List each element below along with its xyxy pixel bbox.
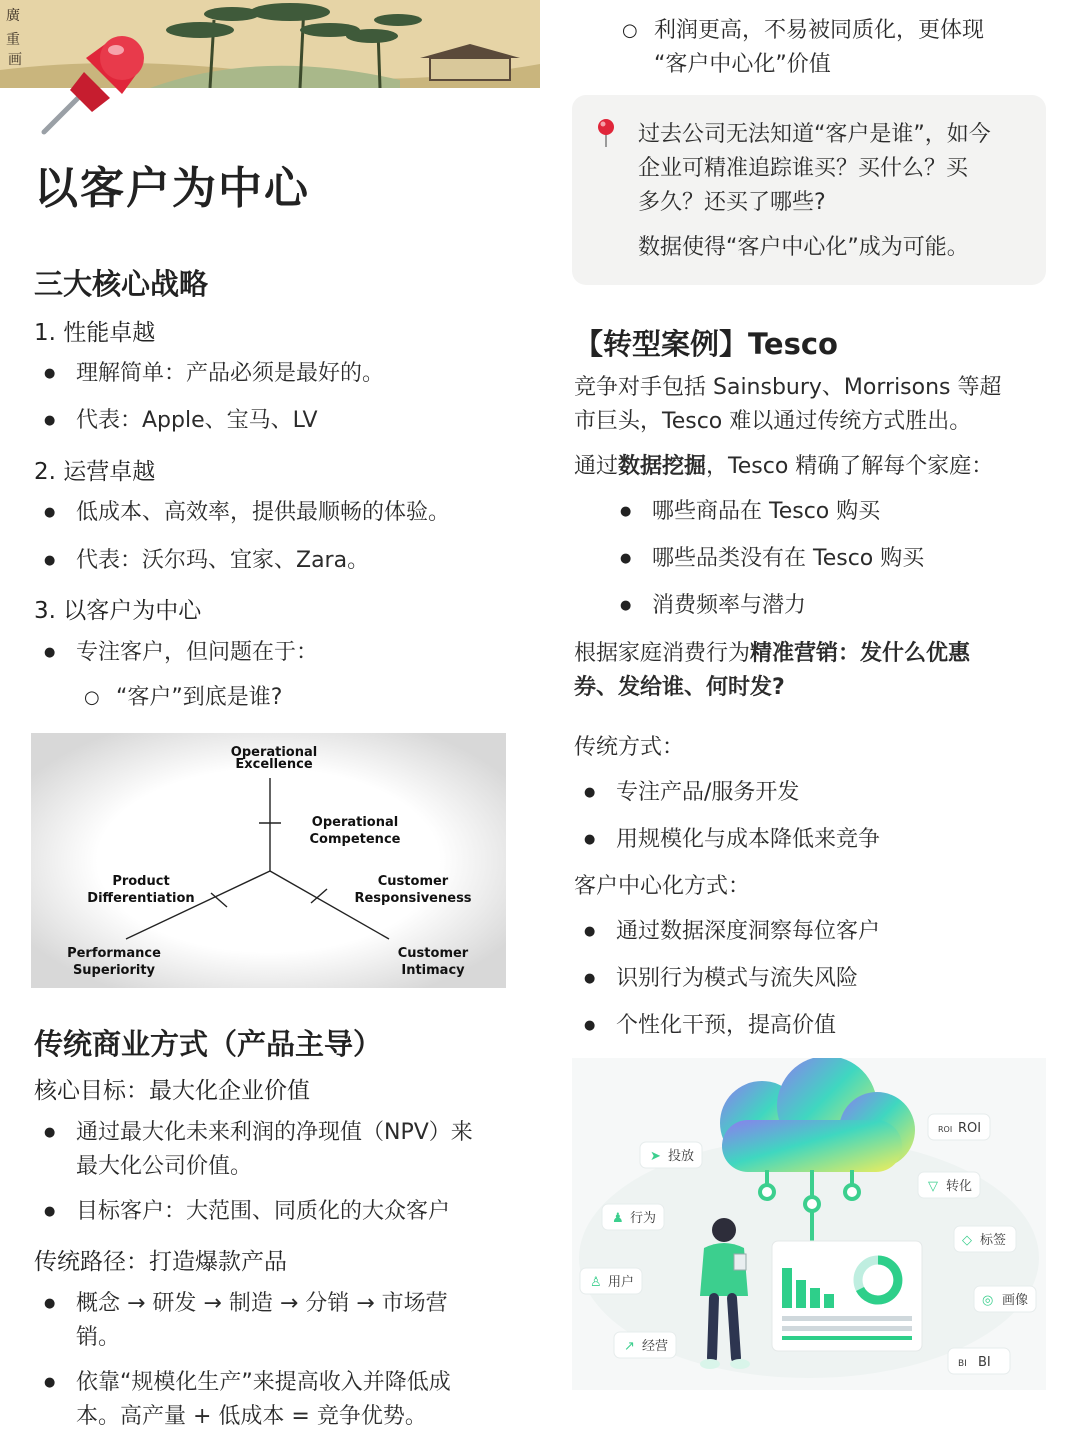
diagram-top-l1: Operational [230, 745, 318, 760]
diagram-low-right-l2: Intimacy [401, 963, 465, 978]
customer-centric-bullet-1: ● 通过数据深度洞察每位客户 [576, 915, 880, 949]
roi-badge-icon: ROI [938, 1125, 953, 1134]
case-bullet-3: ● 消费频率与潜力 [612, 589, 806, 623]
tag-yonghu: 用户 [608, 1275, 635, 1290]
svg-text:↗: ↗ [624, 1339, 635, 1354]
diagram-mid-right-l2: Responsiveness [354, 891, 472, 906]
diagram-low-left-l2: Superiority [72, 963, 156, 978]
tag-biaoqian: 标签 [980, 1233, 1007, 1248]
top-sub-bullet: ○ 利润更高，不易被同质化，更体现 “客户中心化”价值 [616, 14, 984, 82]
goal-bullet-2: ● 目标客户：大范围、同质化的大众客户 [36, 1195, 450, 1229]
strategy-1-bullet-2: ● 代表：Apple、宝马、LV [36, 404, 318, 438]
tag-toufang: 投放 [668, 1149, 695, 1164]
diagram-mid-right-l1: Customer [377, 874, 449, 889]
customer-centric-bullet-3: ● 个性化干预，提高价值 [576, 1009, 836, 1043]
tag-xingwei: 行为 [630, 1211, 657, 1226]
traditional-way-title: 传统方式： [574, 735, 685, 760]
page-title: 以客户为中心 [34, 163, 310, 214]
customer-centric-title: 客户中心化方式： [574, 874, 751, 899]
goal-bullet-1: ● 通过最大化未来利润的净现值（NPV）来 最大化公司价值。 [36, 1116, 473, 1184]
goal-title: 核心目标：最大化企业价值 [34, 1078, 310, 1104]
case-paragraph-3: 根据家庭消费行为精准营销：发什么优惠 券、发给谁、何时发? [574, 641, 971, 700]
strategy-1-bullet-1: ● 理解简单：产品必须是最好的。 [36, 357, 384, 391]
tag-jingying: 经营 [642, 1339, 669, 1354]
strategy-diagram [31, 733, 506, 988]
strategy-3-bullet-1: ● 专注客户，但问题在于： [36, 636, 318, 670]
path-bullet-1: ● 概念 → 研发 → 制造 → 分销 → 市场营 销。 [36, 1287, 448, 1355]
svg-text:▽: ▽ [928, 1179, 938, 1194]
case-heading: 【转型案例】Tesco [574, 327, 838, 361]
strategy-3-sub-bullet: ○ “客户”到底是谁? [78, 681, 282, 715]
svg-text:◎: ◎ [982, 1293, 994, 1308]
case-paragraph-1: 竞争对手包括 Sainsbury、Morrisons 等超 市巨头，Tesco 难以通过传统方式胜出。 [574, 375, 1002, 434]
svg-text:重: 重 [6, 32, 20, 48]
strategy-2-bullet-2: ● 代表：沃尔玛、宜家、Zara。 [36, 544, 369, 578]
strategies-heading: 三大核心战略 [34, 267, 209, 301]
diagram-low-right-l1: Customer [397, 946, 469, 961]
pushpin-icon [30, 28, 150, 138]
svg-text:画: 画 [8, 52, 22, 68]
data-cloud-illustration [572, 1058, 1046, 1390]
svg-text:廣: 廣 [6, 8, 20, 24]
path-title: 传统路径：打造爆款产品 [34, 1249, 287, 1275]
case-bullet-1: ● 哪些商品在 Tesco 购买 [612, 495, 880, 529]
tag-roi: ROI [958, 1121, 982, 1136]
path-bullet-2: ● 依靠“规模化生产”来提高收入并降低成 本。高产量 + 低成本 = 竞争优势。 [36, 1366, 451, 1434]
strategy-1-title: 1. 性能卓越 [34, 320, 156, 346]
svg-text:➤: ➤ [650, 1149, 661, 1164]
case-paragraph-2: 通过数据挖掘，Tesco 精确了解每个家庭： [574, 454, 994, 479]
strategy-2-title: 2. 运营卓越 [34, 459, 156, 485]
tag-huaxiang: 画像 [1002, 1293, 1029, 1308]
diagram-low-left-l1: Performance [67, 946, 161, 961]
svg-text:♙: ♙ [590, 1275, 602, 1290]
diagram-mid-left-l1: Product [112, 874, 170, 889]
diagram-mid-left-l2: Differentiation [87, 891, 195, 906]
callout-text: 过去公司无法知道“客户是谁”，如今 企业可精准追踪谁买？买什么？买 多久？还买了哪些? 数据使得“客户中心化”成为可能。 [638, 122, 991, 260]
tag-zhuanhua: 转化 [946, 1179, 973, 1194]
traditional-heading: 传统商业方式（产品主导） [34, 1027, 383, 1061]
strategy-2-bullet-1: ● 低成本、高效率，提供最顺畅的体验。 [36, 496, 450, 530]
bi-badge-icon: BI [958, 1359, 967, 1369]
customer-centric-bullet-2: ● 识别行为模式与流失风险 [576, 962, 858, 996]
diagram-upper-right-l1: Operational [311, 815, 399, 830]
diagram-upper-right-l2: Competence [309, 832, 401, 847]
diagram-top-l2: Excellence [235, 757, 313, 772]
tag-bi: BI [978, 1355, 991, 1370]
svg-text:◇: ◇ [962, 1233, 972, 1248]
strategy-3-title: 3. 以客户为中心 [34, 598, 202, 624]
map-pin-icon [596, 118, 616, 148]
case-bullet-2: ● 哪些品类没有在 Tesco 购买 [612, 542, 924, 576]
traditional-way-bullet-2: ● 用规模化与成本降低来竞争 [576, 823, 880, 857]
svg-text:♟: ♟ [612, 1211, 624, 1226]
traditional-way-bullet-1: ● 专注产品/服务开发 [576, 776, 799, 810]
